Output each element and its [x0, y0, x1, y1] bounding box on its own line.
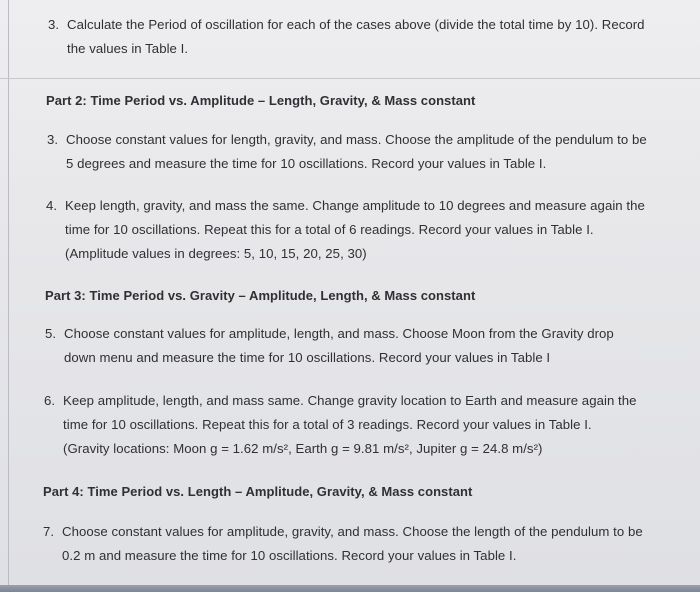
- page-bottom-edge: [0, 585, 700, 592]
- step-text-line: time for 10 oscillations. Repeat this for a total of 6 readings. Record your values in Table I.: [65, 222, 594, 237]
- step-text-line: down menu and measure the time for 10 oscillations. Record your values in Table I: [64, 350, 551, 365]
- step-text-line: Keep length, gravity, and mass the same. Change amplitude to 10 degrees and measure again the: [65, 198, 645, 213]
- step-text-line: Keep amplitude, length, and mass same. Change gravity location to Earth and measure again the: [63, 393, 637, 408]
- step-number: 6.: [44, 393, 56, 408]
- section-heading: Part 3: Time Period vs. Gravity – Amplitude, Length, & Mass constant: [45, 288, 476, 303]
- step-text: [63, 389, 637, 461]
- step-text: [67, 13, 645, 61]
- section-heading: Part 4: Time Period vs. Length – Amplitude, Gravity, & Mass constant: [43, 484, 473, 499]
- step-text-line: 0.2 m and measure the time for 10 oscillations. Record your values in Table I.: [62, 548, 517, 563]
- step-text: [65, 194, 645, 266]
- section-divider: [0, 78, 700, 79]
- page-margin-line: [8, 0, 9, 585]
- step-text-line: Choose constant values for amplitude, gravity, and mass. Choose the length of the pendulum to be: [62, 524, 643, 539]
- step-text-line: (Amplitude values in degrees: 5, 10, 15, 20, 25, 30): [65, 246, 367, 261]
- step-text-line: 5 degrees and measure the time for 10 oscillations. Record your values in Table I.: [66, 156, 547, 171]
- step-text-line: the values in Table I.: [67, 41, 189, 56]
- step-text-line: Calculate the Period of oscillation for each of the cases above (divide the total time by 10). Record: [67, 17, 645, 32]
- step-text-line: (Gravity locations: Moon g = 1.62 m/s², Earth g = 9.81 m/s², Jupiter g = 24.8 m/s²): [63, 441, 543, 456]
- step-number: 3.: [48, 17, 60, 32]
- step-text: [62, 520, 643, 568]
- step-text-line: Choose constant values for amplitude, length, and mass. Choose Moon from the Gravity drop: [64, 326, 614, 341]
- step-number: 3.: [47, 132, 59, 147]
- step-number: 4.: [46, 198, 58, 213]
- step-text: [64, 322, 614, 370]
- step-text: [66, 128, 647, 176]
- section-heading: Part 2: Time Period vs. Amplitude – Length, Gravity, & Mass constant: [46, 93, 476, 108]
- step-text-line: Choose constant values for length, gravity, and mass. Choose the amplitude of the pendulum to be: [66, 132, 647, 147]
- step-number: 5.: [45, 326, 57, 341]
- step-number: 7.: [43, 524, 55, 539]
- step-text-line: time for 10 oscillations. Repeat this for a total of 3 readings. Record your values in Table I.: [63, 417, 592, 432]
